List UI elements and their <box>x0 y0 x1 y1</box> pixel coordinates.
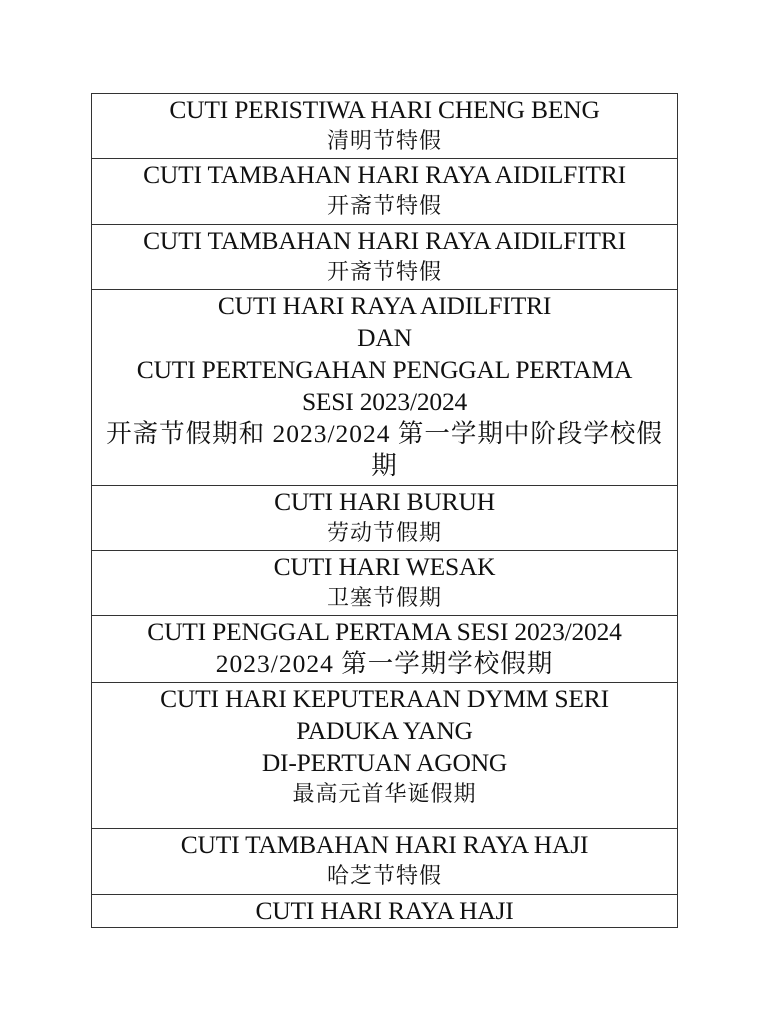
holiday-name-malay: CUTI TAMBAHAN HARI RAYA HAJI <box>180 830 589 859</box>
holiday-cell <box>92 829 678 895</box>
holiday-cell <box>92 94 678 159</box>
table-row <box>92 290 678 486</box>
holiday-cell <box>92 225 678 290</box>
holiday-cell <box>92 551 678 616</box>
holiday-name-malay: CUTI TAMBAHAN HARI RAYA AIDILFITRI <box>143 226 626 255</box>
holiday-cell <box>92 683 678 829</box>
holiday-name-chinese: 劳动节假期 <box>326 521 442 546</box>
holiday-cell <box>92 159 678 225</box>
holiday-name-chinese: 2023/2024 第一学期学校假期 <box>215 649 554 678</box>
holiday-conjunction: DAN <box>357 323 412 352</box>
holiday-name-malay: CUTI HARI BURUH <box>274 487 495 516</box>
table-row <box>92 225 678 290</box>
holiday-name-malay: CUTI PENGGAL PERTAMA SESI 2023/2024 <box>147 617 622 646</box>
table-row <box>92 683 678 829</box>
holiday-cell <box>92 486 678 551</box>
table-row <box>92 829 678 895</box>
holiday-table <box>91 93 678 928</box>
table-row <box>92 895 678 928</box>
holiday-name-chinese: 哈芝节特假 <box>326 864 442 889</box>
holiday-cell <box>92 616 678 683</box>
holiday-name-chinese: 清明节特假 <box>326 129 442 154</box>
table-row <box>92 486 678 551</box>
holiday-name-malay: CUTI PERTENGAHAN PENGGAL PERTAMA <box>136 355 633 384</box>
holiday-name-malay: CUTI PERISTIWA HARI CHENG BENG <box>169 95 600 124</box>
holiday-table-body <box>92 94 678 928</box>
holiday-cell <box>92 290 678 486</box>
table-row <box>92 94 678 159</box>
holiday-name-malay: CUTI HARI RAYA HAJI <box>255 896 514 925</box>
holiday-name-malay: CUTI HARI WESAK <box>273 552 496 581</box>
holiday-name-chinese: 开斋节假期和 2023/2024 第一学期中阶段学校假期 <box>106 419 663 480</box>
holiday-name-malay: CUTI HARI KEPUTERAAN DYMM SERI <box>160 684 609 713</box>
holiday-name-chinese: 开斋节特假 <box>326 260 442 285</box>
holiday-name-malay: DI-PERTUAN AGONG <box>261 748 508 777</box>
holiday-name-malay: PADUKA YANG <box>296 716 473 745</box>
holiday-name-chinese: 开斋节特假 <box>326 194 442 219</box>
holiday-name-malay: CUTI TAMBAHAN HARI RAYA AIDILFITRI <box>143 160 626 189</box>
table-row <box>92 551 678 616</box>
holiday-session: SESI 2023/2024 <box>301 387 468 416</box>
holiday-name-chinese: 最高元首华诞假期 <box>292 782 477 807</box>
holiday-name-chinese: 卫塞节假期 <box>326 586 442 611</box>
holiday-name-malay: CUTI HARI RAYA AIDILFITRI <box>217 291 552 320</box>
table-row <box>92 159 678 225</box>
table-row <box>92 616 678 683</box>
holiday-cell <box>92 895 678 928</box>
